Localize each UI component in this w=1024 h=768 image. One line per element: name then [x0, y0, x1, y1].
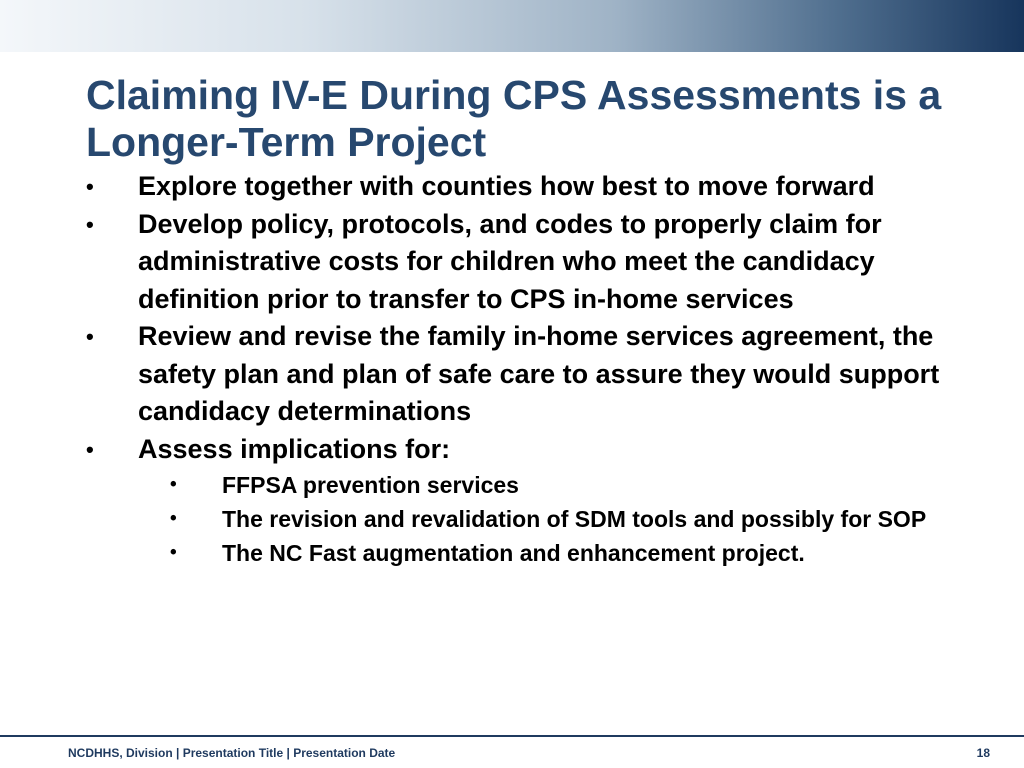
bullet-list — [0, 168, 1024, 570]
bullet-item — [0, 168, 950, 206]
bullet-marker: • — [86, 174, 94, 199]
page-number: 18 — [976, 746, 990, 760]
bullet-marker: • — [86, 436, 94, 462]
sub-bullet-list — [138, 468, 950, 570]
sub-bullet-item — [138, 468, 992, 502]
bullet-marker: • — [86, 324, 94, 349]
sub-bullet-item — [138, 536, 992, 570]
sub-bullet-text: The NC Fast augmentation and enhancement project. — [222, 540, 805, 566]
sub-bullet-text: The revision and revalidation of SDM tools and possibly for SOP — [222, 506, 927, 532]
bullet-text: Assess implications for: — [138, 433, 451, 464]
bullet-item — [0, 431, 950, 571]
sub-bullet-marker: • — [170, 474, 177, 495]
bullet-text: Explore together with counties how best to move forward — [138, 171, 875, 201]
bullet-marker: • — [86, 211, 94, 237]
bullet-item — [0, 318, 950, 431]
footer-caption: NCDHHS, Division | Presentation Title | Presentation Date — [68, 746, 396, 760]
bullet-text: Develop policy, protocols, and codes to properly claim for administrative costs for children who meet the candidacy definition prior to transfer to CPS in-home services — [138, 208, 882, 314]
slide-title: Claiming IV-E During CPS Assessments is a Longer-Term Project — [86, 72, 942, 165]
sub-bullet-item — [138, 502, 992, 536]
bullet-text: Review and revise the family in-home services agreement, the safety plan and plan of safe care to assure they would support candidacy determinations — [138, 321, 940, 426]
bullet-item — [0, 206, 950, 319]
sub-bullet-marker: • — [170, 508, 177, 529]
sub-bullet-marker: • — [170, 542, 177, 563]
footer-divider — [0, 735, 1024, 737]
header-gradient-band — [0, 0, 1024, 52]
sub-bullet-text: FFPSA prevention services — [222, 472, 519, 498]
